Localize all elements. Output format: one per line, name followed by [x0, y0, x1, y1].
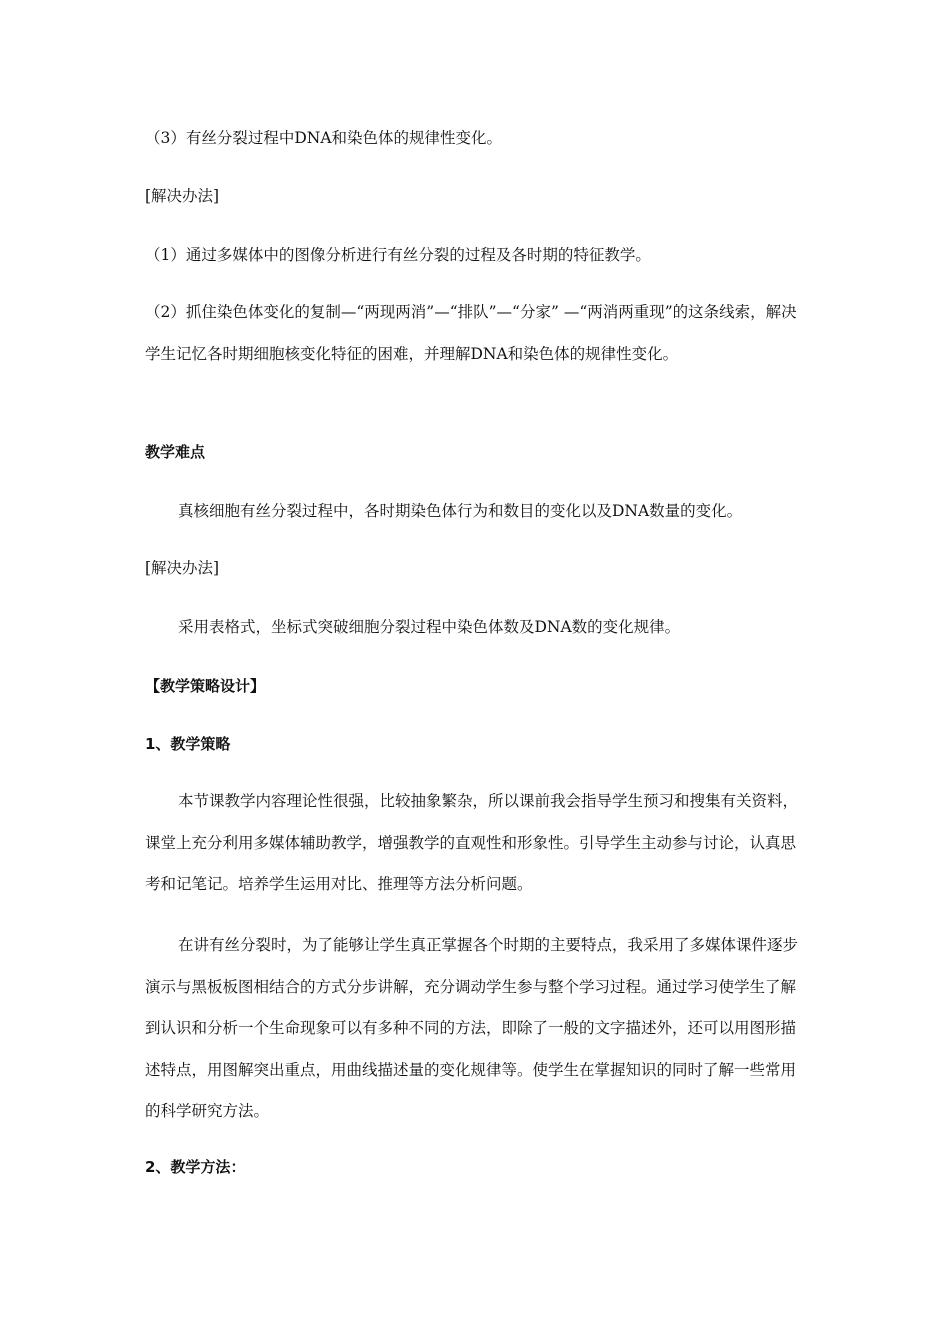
- solution-text-2: 采用表格式，坐标式突破细胞分裂过程中染色体数及DNA数的变化规律。: [178, 618, 681, 636]
- solution-item-2: （2）抓住染色体变化的复制—“两现两消”—“排队”—“分家” —“两消两重现”的这条线索，解决学生记忆各时期细胞核变化特征的困难，并理解DNA和染色体的规律性变化。: [145, 303, 797, 363]
- strategy-paragraph-2: 在讲有丝分裂时，为了能够让学生真正掌握各个时期的主要特点，我采用了多媒体课件逐步演示与黑板板图相结合的方式分步讲解，充分调动学生参与整个学习过程。通过学习使学生了解到认识和分析一个生命现象可以有多种不同的方法，即除了一般的文字描述外，还可以用图形描述特点，用图解突出重点，用曲线描述量的变化规律等。使学生在掌握知识的同时了解一些常用的科学研究方法。: [145, 936, 799, 1120]
- solution-item-1: （1）通过多媒体中的图像分析进行有丝分裂的过程及各时期的特征教学。: [145, 246, 651, 264]
- solution-heading-1: [解决办法]: [145, 187, 220, 205]
- strategy-paragraph-1: 本节课教学内容理论性很强，比较抽象繁杂，所以课前我会指导学生预习和搜集有关资料，课堂上充分利用多媒体辅助教学，增强教学的直观性和形象性。引导学生主动参与讨论，认真思考和记笔记。培养学生运用对比、推理等方法分析问题。: [145, 792, 799, 893]
- strategy-design-heading: 【教学策略设计】: [145, 677, 266, 695]
- method-heading: 2、教学方法：: [145, 1158, 246, 1176]
- solution-heading-2: [解决办法]: [145, 559, 220, 577]
- difficulty-text: 真核细胞有丝分裂过程中，各时期染色体行为和数目的变化以及DNA数量的变化。: [178, 502, 743, 520]
- difficulty-heading: 教学难点: [145, 443, 206, 461]
- strategy-heading: 1、教学策略: [145, 735, 231, 753]
- point-3: （3）有丝分裂过程中DNA和染色体的规律性变化。: [145, 129, 503, 147]
